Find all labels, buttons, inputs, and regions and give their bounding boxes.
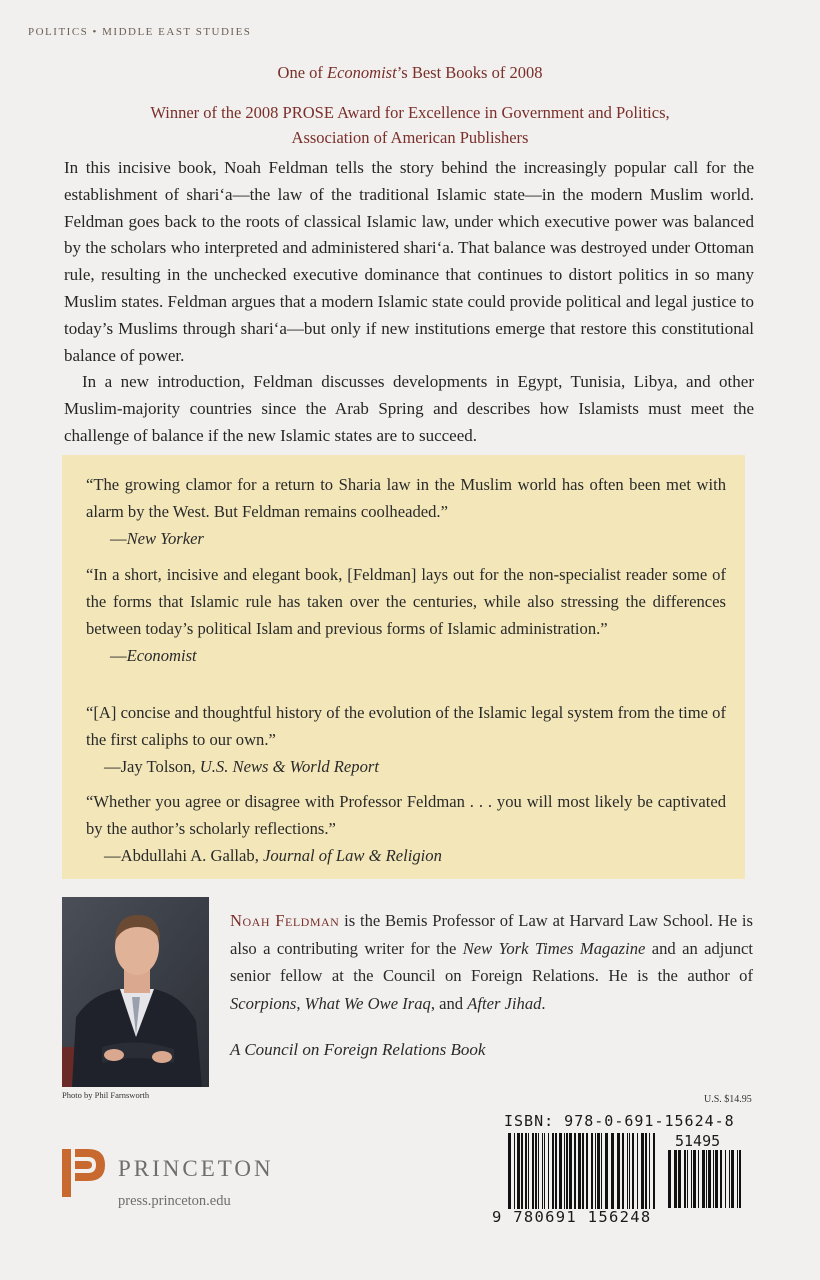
accolade-text: ’s Best Books of 2008 <box>396 63 543 82</box>
photo-credit: Photo by Phil Farnsworth <box>62 1090 150 1100</box>
accolade-line: Winner of the 2008 PROSE Award for Excellence in Government and Politics, <box>150 103 670 122</box>
bio-text: , <box>296 993 305 1013</box>
accolade-text: One of <box>277 63 328 82</box>
series-label: A Council on Foreign Relations Book <box>230 1040 486 1059</box>
barcode-bar <box>687 1150 688 1208</box>
barcode-bar <box>645 1133 647 1209</box>
bio-text: is the Bemis Professor of Law at Harvard Law School. He is also a contributing writer for the <box>230 911 753 958</box>
bio-text: . <box>541 993 546 1013</box>
publisher-name: PRINCETON <box>118 1156 274 1181</box>
barcode-bar <box>544 1133 545 1209</box>
barcode-bar <box>729 1150 730 1208</box>
review-quote <box>86 699 726 780</box>
quote-text: “The growing clamor for a return to Sharia law in the Muslim world has often been met with alarm by the West. But Feldman remains coolheaded.” <box>86 475 726 521</box>
barcode-bar <box>574 1133 576 1209</box>
author-portrait-illustration <box>62 897 209 1087</box>
quote-source-publication: Journal of Law & Religion <box>263 846 442 865</box>
barcode-bar <box>698 1150 699 1208</box>
barcode-bar <box>514 1133 515 1209</box>
barcode-bar <box>578 1133 581 1209</box>
price-barcode <box>668 1150 744 1210</box>
princeton-press-logo-icon <box>62 1149 106 1197</box>
barcode-bar <box>617 1133 620 1209</box>
barcode-bar <box>629 1133 630 1209</box>
barcode-bar <box>517 1133 520 1209</box>
publisher-url: press.princeton.edu <box>118 1193 231 1209</box>
quote-text: “[A] concise and thoughtful history of the evolution of the Islamic legal system from the time of the first caliphs to our own.” <box>86 703 726 749</box>
quote-source <box>86 525 726 552</box>
barcode-bar <box>601 1133 602 1209</box>
quote-source-publication: New Yorker <box>126 529 204 548</box>
barcode-bar <box>555 1133 557 1209</box>
barcode-bar <box>525 1133 527 1209</box>
description-paragraph: In a new introduction, Feldman discusses developments in Egypt, Tunisia, Libya, and other Muslim-majority countries since the Arab Spring and describes how Islamists must meet the challenge of balance if the new Islamic states are to succeed. <box>64 372 754 445</box>
barcode-bar <box>595 1133 596 1209</box>
barcode-bar <box>739 1150 741 1208</box>
barcode-bar <box>713 1150 714 1208</box>
author-name: Noah Feldman <box>230 911 340 930</box>
quote-source <box>86 842 726 869</box>
barcode-bar <box>532 1133 534 1209</box>
barcode-bar <box>528 1133 529 1209</box>
barcode-bar <box>582 1133 584 1209</box>
barcode-bar <box>542 1133 543 1209</box>
barcode-bar <box>569 1133 572 1209</box>
barcode-bar <box>559 1133 562 1209</box>
barcode-bar <box>706 1150 707 1208</box>
barcode-bar <box>597 1133 600 1209</box>
quote-source <box>86 753 726 780</box>
bio-book-title: After Jihad <box>467 993 542 1013</box>
barcode-bar <box>586 1133 588 1209</box>
barcode-bar <box>674 1150 677 1208</box>
accolade-economist <box>0 63 820 83</box>
barcode-bar <box>548 1133 549 1209</box>
barcode-bar <box>702 1150 705 1208</box>
accolade-publication: Economist <box>327 63 397 82</box>
barcode-bar <box>611 1133 614 1209</box>
quote-source-prefix: — <box>110 646 127 665</box>
barcode-bar <box>641 1133 644 1209</box>
bio-book-title: Scorpions <box>230 993 297 1013</box>
author-bio <box>230 907 753 1017</box>
barcode-bar <box>627 1133 628 1209</box>
quote-source-publication: Economist <box>126 646 197 665</box>
barcode-bar <box>691 1150 692 1208</box>
barcode-bar <box>668 1150 671 1208</box>
bio-publication: New York Times Magazine <box>462 938 646 958</box>
barcode-bar <box>538 1133 539 1209</box>
barcode-bar <box>552 1133 554 1209</box>
bio-text: , and <box>430 993 468 1013</box>
barcode-bar <box>508 1133 511 1209</box>
barcode-bar <box>678 1150 681 1208</box>
barcode-bar <box>591 1133 593 1209</box>
barcode-bar <box>693 1150 696 1208</box>
barcode-bar <box>653 1133 655 1209</box>
barcode-bar <box>737 1150 738 1208</box>
barcode-bar <box>720 1150 722 1208</box>
barcode-bar <box>521 1133 523 1209</box>
barcode-bar <box>725 1150 726 1208</box>
review-quotes-box <box>62 455 745 879</box>
book-description <box>64 155 754 450</box>
quote-source-prefix: —Jay Tolson, <box>104 757 200 776</box>
barcode-number: 9 780691 156248 <box>492 1208 652 1226</box>
bio-text: and an adjunct senior fellow at the Council on Foreign Relations. He is the author of <box>230 938 753 985</box>
quote-source-publication: U.S. News & World Report <box>199 757 379 776</box>
quote-text: “In a short, incisive and elegant book, [Feldman] lays out for the non-specialist reader some of the forms that Islamic rule has taken over the centuries, while also stressing the differences between today’s political Islam and previous forms of Islamic administration.” <box>86 565 726 638</box>
isbn-barcode <box>508 1133 658 1211</box>
bio-book-title: What We Owe Iraq <box>304 993 431 1013</box>
isbn-label: ISBN: 978-0-691-15624-8 <box>504 1112 735 1130</box>
barcode-bar <box>564 1133 565 1209</box>
barcode-bar <box>649 1133 650 1209</box>
barcode-bar <box>622 1133 624 1209</box>
description-paragraph: In this incisive book, Noah Feldman tells the story behind the increasingly popular call for the establishment of shari‘a—the law of the traditional Islamic state—in the modern Muslim world. Feldman goes back to the roots of classical Islamic law, under which executive power was balanced by the scholars who interpreted and administered shari‘a. That balance was destroyed under Ottoman rule, resulting in the unchecked executive dominance that continues to distort politics in so many Muslim states. Feldman argues that a modern Islamic state could provide political and legal justice to today’s Muslims through shari‘a—but only if new institutions emerge that restore this constitutional balance of power. <box>64 158 754 365</box>
barcode-bar <box>715 1150 718 1208</box>
quote-source-prefix: —Abdullahi A. Gallab, <box>104 846 264 865</box>
barcode-bar <box>566 1133 568 1209</box>
review-quote <box>86 788 726 869</box>
quote-source <box>86 642 726 669</box>
accolade-prose-award <box>0 100 820 150</box>
barcode-bar <box>605 1133 608 1209</box>
barcode-bar <box>708 1150 711 1208</box>
category-label: POLITICS • MIDDLE EAST STUDIES <box>28 26 252 38</box>
author-photo <box>62 897 209 1087</box>
accolade-line: Association of American Publishers <box>291 128 529 147</box>
quote-text: “Whether you agree or disagree with Professor Feldman . . . you will most likely be captivated by the author’s scholarly reflections.” <box>86 792 726 838</box>
quote-source-prefix: — <box>110 529 127 548</box>
price-label: U.S. $14.95 <box>704 1094 752 1105</box>
barcode-bar <box>535 1133 537 1209</box>
review-quote <box>86 471 726 552</box>
barcode-bar <box>684 1150 686 1208</box>
barcode-bar <box>731 1150 734 1208</box>
barcode-bar <box>637 1133 638 1209</box>
review-quote <box>86 561 726 669</box>
barcode-addon-number: 51495 <box>675 1132 721 1150</box>
barcode-bar <box>632 1133 634 1209</box>
